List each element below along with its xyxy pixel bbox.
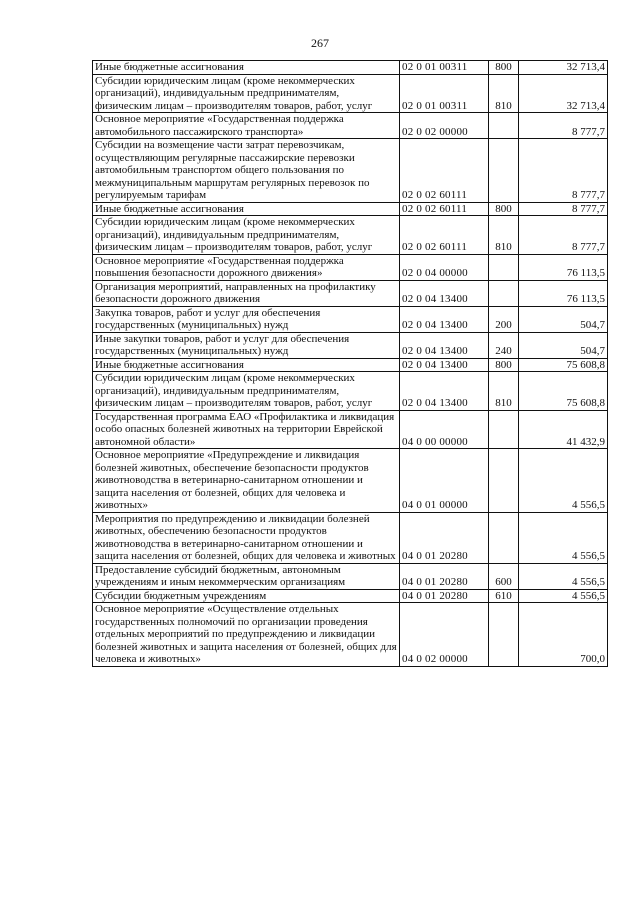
row-sum-cell: 8 777,7 [519,113,608,139]
table-row [93,202,608,216]
table-row [93,372,608,411]
table-row [93,139,608,203]
row-sum-cell: 8 777,7 [519,139,608,203]
row-sum-cell: 32 713,4 [519,61,608,75]
row-name-cell: Иные бюджетные ассигнования [93,358,400,372]
table-row [93,563,608,589]
row-code-cell: 04 0 01 00000 [400,449,489,513]
row-name-cell: Основное мероприятие «Осуществление отдельных государственных полномочий по организации проведения отдельных мероприятий по предупреждению и ликвидации болезней животных и защита населения от болезней, общих для человека и животных» [93,603,400,667]
row-code-cell: 04 0 01 20280 [400,512,489,563]
row-code-cell: 02 0 04 13400 [400,372,489,411]
row-name-cell: Субсидии на возмещение части затрат перевозчикам, осуществляющим регулярные пассажирские перевозки автомобильным транспортом общего пользования по межмуниципальным маршрутам регулярных перевозок по регулируемым тарифам [93,139,400,203]
row-name-cell: Субсидии бюджетным учреждениям [93,589,400,603]
row-name-cell: Основное мероприятие «Предупреждение и ликвидация болезней животных, обеспечение безопасности продуктов животноводства в ветеринарно-санитарном отношении и защита населения от болезней, общих для человека и животных» [93,449,400,513]
row-expense-type-cell [489,280,519,306]
row-expense-type-cell: 810 [489,216,519,255]
row-expense-type-cell [489,603,519,667]
budget-table-body [93,61,608,667]
row-sum-cell: 32 713,4 [519,74,608,113]
row-expense-type-cell [489,139,519,203]
row-sum-cell: 76 113,5 [519,280,608,306]
row-code-cell: 04 0 01 20280 [400,563,489,589]
row-sum-cell: 504,7 [519,306,608,332]
row-name-cell: Субсидии юридическим лицам (кроме некоммерческих организаций), индивидуальным предпринимателям, физическим лицам – производителям товаров, работ, услуг [93,216,400,255]
row-expense-type-cell: 200 [489,306,519,332]
row-name-cell: Иные бюджетные ассигнования [93,202,400,216]
row-name-cell: Закупка товаров, работ и услуг для обеспечения государственных (муниципальных) нужд [93,306,400,332]
row-sum-cell: 4 556,5 [519,563,608,589]
row-code-cell: 02 0 04 13400 [400,280,489,306]
table-row [93,254,608,280]
row-expense-type-cell [489,449,519,513]
row-code-cell: 04 0 02 00000 [400,603,489,667]
row-code-cell: 02 0 04 13400 [400,358,489,372]
row-expense-type-cell [489,512,519,563]
row-expense-type-cell: 610 [489,589,519,603]
table-row [93,410,608,449]
row-code-cell: 02 0 02 60111 [400,216,489,255]
row-name-cell: Основное мероприятие «Государственная поддержка автомобильного пассажирского транспорта» [93,113,400,139]
row-name-cell: Субсидии юридическим лицам (кроме некоммерческих организаций), индивидуальным предпринимателям, физическим лицам – производителям товаров, работ, услуг [93,372,400,411]
row-name-cell: Государственная программа ЕАО «Профилактика и ликвидация особо опасных болезней животных на территории Еврейской автономной области» [93,410,400,449]
row-code-cell: 04 0 01 20280 [400,589,489,603]
table-row [93,603,608,667]
table-row [93,74,608,113]
table-row [93,332,608,358]
row-sum-cell: 8 777,7 [519,216,608,255]
row-code-cell: 02 0 02 60111 [400,139,489,203]
row-name-cell: Иные бюджетные ассигнования [93,61,400,75]
budget-table [92,60,608,667]
table-row [93,589,608,603]
row-code-cell: 02 0 04 13400 [400,306,489,332]
table-row [93,216,608,255]
row-name-cell: Основное мероприятие «Государственная поддержка повышения безопасности дорожного движения» [93,254,400,280]
table-row [93,280,608,306]
row-name-cell: Мероприятия по предупреждению и ликвидации болезней животных, обеспечению безопасности продуктов животноводства в ветеринарно-санитарном отношении и защита населения от болезней, общих для человека и животных [93,512,400,563]
table-row [93,512,608,563]
row-sum-cell: 41 432,9 [519,410,608,449]
row-expense-type-cell: 240 [489,332,519,358]
table-row [93,449,608,513]
row-name-cell: Иные закупки товаров, работ и услуг для обеспечения государственных (муниципальных) нужд [93,332,400,358]
table-row [93,61,608,75]
table-row [93,113,608,139]
row-sum-cell: 504,7 [519,332,608,358]
row-expense-type-cell: 800 [489,61,519,75]
row-code-cell: 02 0 01 00311 [400,74,489,113]
row-expense-type-cell: 800 [489,358,519,372]
table-row [93,358,608,372]
row-code-cell: 02 0 02 00000 [400,113,489,139]
row-name-cell: Предоставление субсидий бюджетным, автономным учреждениям и иным некоммерческим организациям [93,563,400,589]
row-code-cell: 02 0 01 00311 [400,61,489,75]
row-expense-type-cell: 600 [489,563,519,589]
row-name-cell: Субсидии юридическим лицам (кроме некоммерческих организаций), индивидуальным предпринимателям, физическим лицам – производителям товаров, работ, услуг [93,74,400,113]
row-sum-cell: 8 777,7 [519,202,608,216]
table-row [93,306,608,332]
row-sum-cell: 76 113,5 [519,254,608,280]
row-expense-type-cell [489,254,519,280]
row-code-cell: 02 0 02 60111 [400,202,489,216]
row-code-cell: 04 0 00 00000 [400,410,489,449]
row-expense-type-cell: 810 [489,74,519,113]
row-code-cell: 02 0 04 00000 [400,254,489,280]
row-sum-cell: 75 608,8 [519,372,608,411]
row-sum-cell: 4 556,5 [519,512,608,563]
row-expense-type-cell: 800 [489,202,519,216]
row-expense-type-cell: 810 [489,372,519,411]
row-sum-cell: 4 556,5 [519,449,608,513]
row-code-cell: 02 0 04 13400 [400,332,489,358]
row-sum-cell: 75 608,8 [519,358,608,372]
row-name-cell: Организация мероприятий, направленных на профилактику безопасности дорожного движения [93,280,400,306]
row-sum-cell: 700,0 [519,603,608,667]
row-expense-type-cell [489,113,519,139]
row-expense-type-cell [489,410,519,449]
page-number: 267 [311,36,329,50]
row-sum-cell: 4 556,5 [519,589,608,603]
